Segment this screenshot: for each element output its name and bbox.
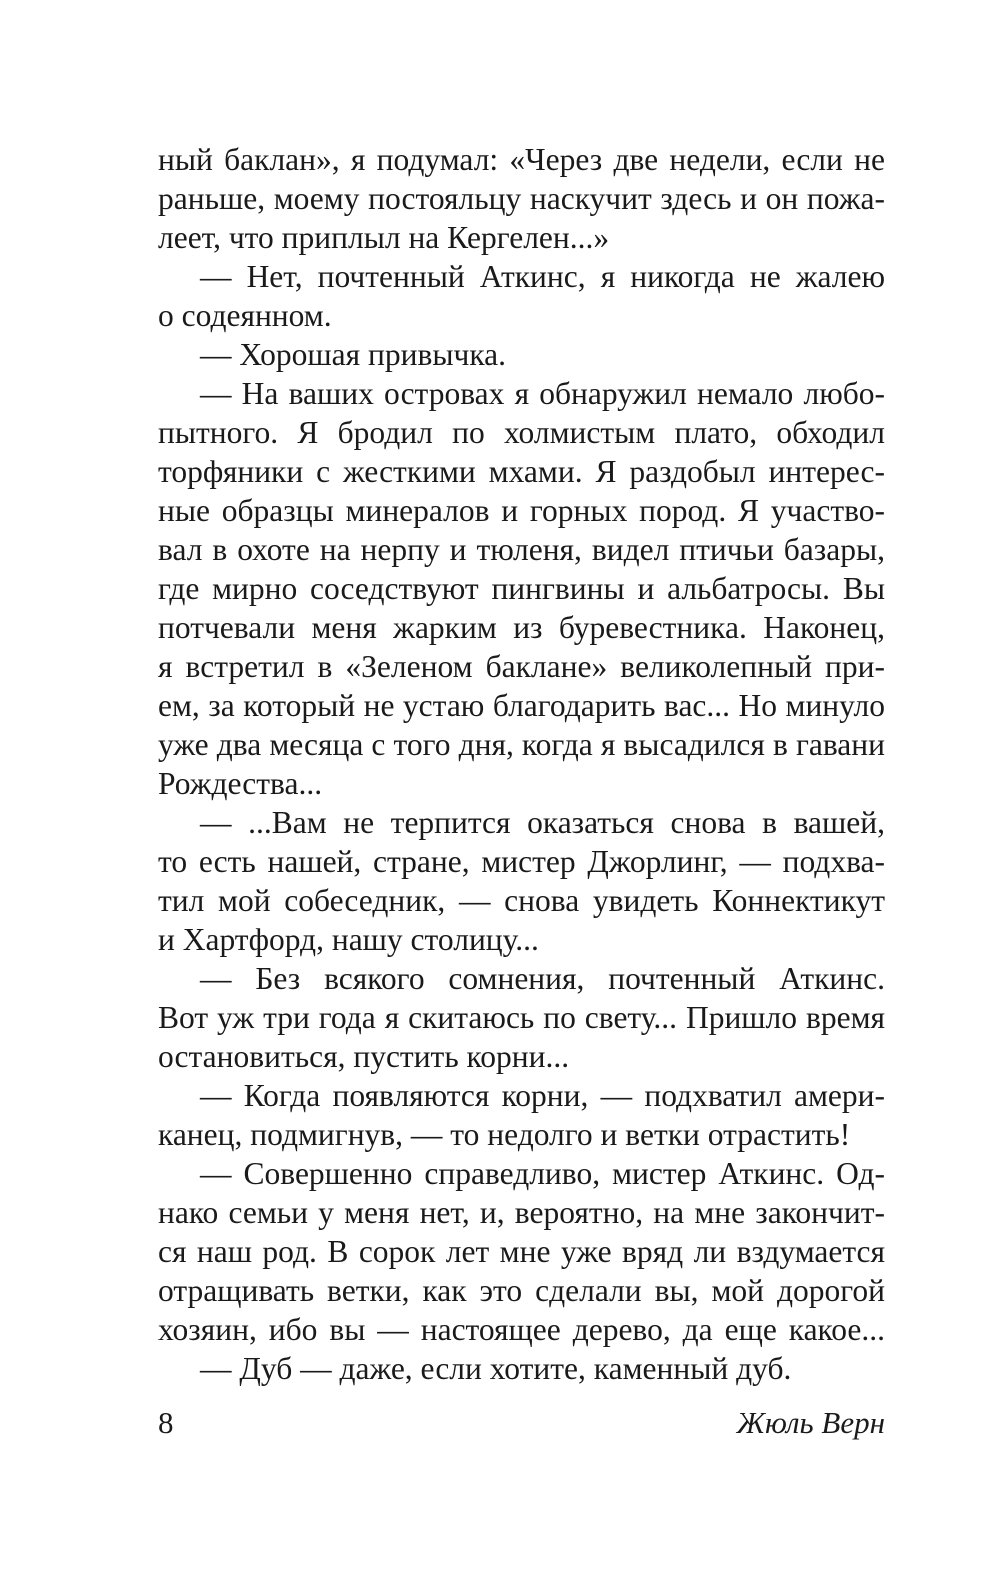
text-line: пытного. Я бродил по холмистым плато, обходил xyxy=(158,415,885,450)
text-line: — Нет, почтенный Аткинс, я никогда не жалею xyxy=(200,259,885,294)
text-line: ся наш род. В сорок лет мне уже вряд ли вздумается xyxy=(158,1234,885,1269)
text-line: вал в охоте на нерпу и тюленя, видел птичьи базары, xyxy=(158,532,885,567)
text-line: — Когда появляются корни, — подхватил амери- xyxy=(200,1078,885,1113)
text-line: ный баклан», я подумал: «Через две недели, если не xyxy=(158,142,885,177)
text-line: то есть нашей, стране, мистер Джорлинг, — подхва- xyxy=(158,844,885,879)
text-line: Рождества... xyxy=(158,766,323,801)
running-footer-author: Жюль Верн xyxy=(736,1405,885,1440)
text-line: уже два месяца с того дня, когда я высадился в гавани xyxy=(158,727,885,762)
text-line: нако семьи у меня нет, и, вероятно, на мне закончит- xyxy=(158,1195,885,1230)
text-line: — Без всякого сомнения, почтенный Аткинс. xyxy=(200,961,885,996)
text-line: леет, что приплыл на Кергелен...» xyxy=(158,220,610,255)
text-line: ем, за который не устаю благодарить вас... Но минуло xyxy=(158,688,885,723)
text-line: Вот уж три года я скитаюсь по свету... Пришло время xyxy=(158,1000,885,1035)
text-line: я встретил в «Зеленом баклане» великолепный при- xyxy=(158,649,885,684)
text-line: ные образцы минералов и горных пород. Я участво- xyxy=(158,493,885,528)
text-line: тил мой собеседник, — снова увидеть Коннектикут xyxy=(158,883,885,918)
text-line: — Дуб — даже, если хотите, каменный дуб. xyxy=(200,1351,792,1386)
text-line: торфяники с жесткими мхами. Я раздобыл интерес- xyxy=(158,454,885,489)
text-line: — Хорошая привычка. xyxy=(200,337,507,372)
text-line: отращивать ветки, как это сделали вы, мой дорогой xyxy=(158,1273,885,1308)
page-number: 8 xyxy=(158,1405,174,1440)
text-line: — На ваших островах я обнаружил немало любо- xyxy=(200,376,885,411)
text-line: раньше, моему постояльцу наскучит здесь и он пожа- xyxy=(158,181,885,216)
text-line: — Совершенно справедливо, мистер Аткинс. Од- xyxy=(200,1156,885,1191)
text-line: потчевали меня жарким из буревестника. Наконец, xyxy=(158,610,885,645)
text-line: о содеянном. xyxy=(158,298,332,333)
text-line: где мирно соседствуют пингвины и альбатросы. Вы xyxy=(158,571,885,606)
body-text xyxy=(158,140,885,1388)
text-line: канец, подмигнув, — то недолго и ветки отрастить! xyxy=(158,1117,851,1152)
text-line: хозяин, ибо вы — настоящее дерево, да еще какое... xyxy=(158,1312,885,1347)
text-line: — ...Вам не терпится оказаться снова в вашей, xyxy=(200,805,885,840)
text-line: остановиться, пустить корни... xyxy=(158,1039,570,1074)
text-line: и Хартфорд, нашу столицу... xyxy=(158,922,539,957)
